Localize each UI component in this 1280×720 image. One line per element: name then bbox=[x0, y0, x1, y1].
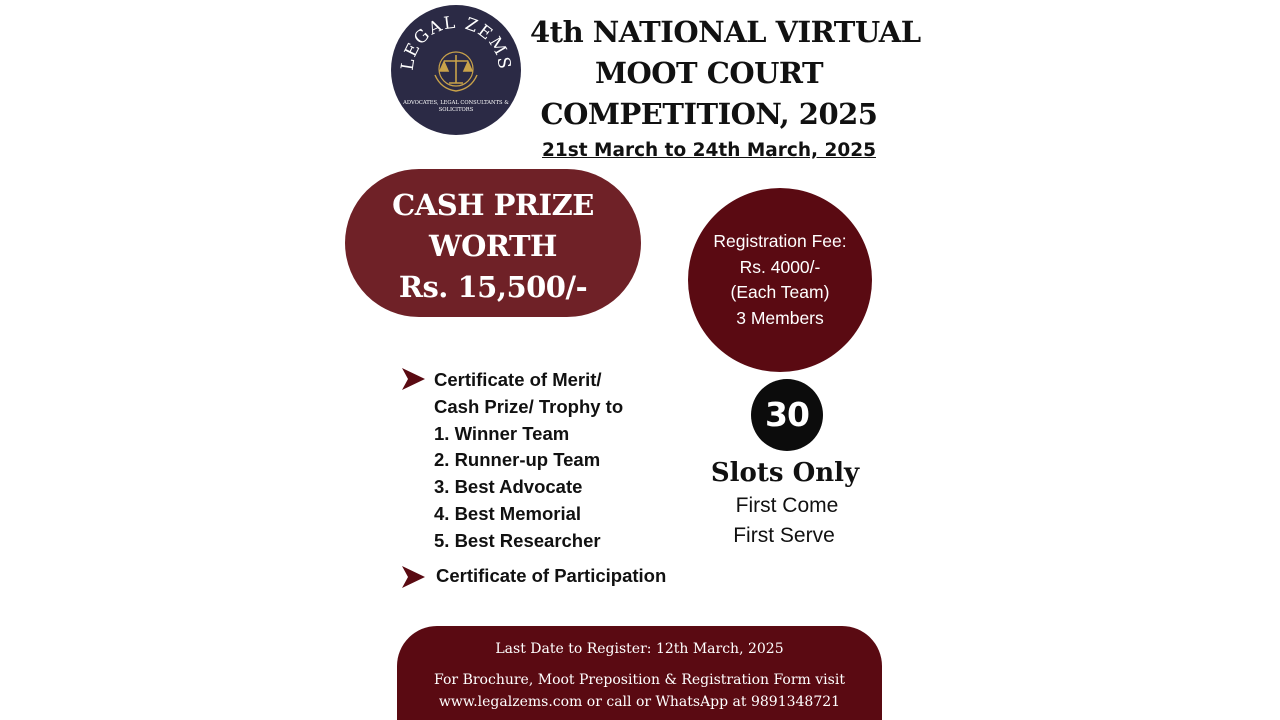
legal-zems-logo bbox=[391, 5, 521, 135]
prize-line: CASH PRIZE bbox=[392, 188, 594, 222]
logo-name: LEGAL ZEMS bbox=[397, 12, 515, 72]
logo-tagline-2: SOLICITORS bbox=[438, 107, 474, 113]
slots-count-badge: 30 bbox=[751, 379, 823, 451]
contact-website-phone[interactable]: www.legalzems.com or call or WhatsApp at 9891348721 bbox=[438, 694, 841, 710]
registration-fee-badge bbox=[688, 188, 872, 372]
arrow-bullet-icon bbox=[401, 367, 425, 391]
awards-line: Certificate of Merit/ bbox=[434, 369, 602, 390]
awards-line: Cash Prize/ Trophy to bbox=[434, 395, 624, 417]
award-item: 1. Winner Team bbox=[434, 422, 570, 444]
registration-footer bbox=[397, 626, 882, 720]
title-line: MOOT COURT bbox=[594, 56, 824, 90]
cash-prize-badge bbox=[345, 169, 641, 317]
award-item: 5. Best Researcher bbox=[434, 529, 601, 551]
prize-line: WORTH bbox=[429, 229, 557, 263]
slots-note: First Come bbox=[735, 494, 839, 517]
award-item: 4. Best Memorial bbox=[434, 502, 582, 524]
participation-certificate: Certificate of Participation bbox=[436, 565, 667, 586]
prize-amount: Rs. 15,500/- bbox=[398, 270, 588, 304]
title-line: 4th NATIONAL VIRTUAL bbox=[530, 15, 921, 49]
scales-of-justice-icon bbox=[435, 52, 477, 91]
slots-note: First Serve bbox=[733, 524, 835, 547]
awards-list bbox=[434, 367, 623, 555]
contact-info: For Brochure, Moot Preposition & Registration Form visit bbox=[434, 672, 845, 688]
fee-line: 3 Members bbox=[736, 307, 824, 328]
award-item: 2. Runner-up Team bbox=[434, 449, 601, 471]
last-date-text: Last Date to Register: 12th March, 2025 bbox=[495, 641, 784, 657]
fee-line: (Each Team) bbox=[730, 282, 830, 302]
award-item: 3. Best Advocate bbox=[434, 476, 583, 498]
logo-tagline: ADVOCATES, LEGAL CONSULTANTS & bbox=[403, 100, 509, 106]
title-line: COMPETITION, 2025 bbox=[540, 97, 878, 131]
fee-amount: Rs. 4000/- bbox=[739, 256, 821, 277]
fee-line: Registration Fee: bbox=[713, 231, 847, 251]
competition-title bbox=[530, 12, 921, 135]
arrow-bullet-icon bbox=[401, 565, 425, 589]
slots-label: Slots Only bbox=[710, 458, 860, 488]
event-dates: 21st March to 24th March, 2025 bbox=[542, 140, 876, 161]
